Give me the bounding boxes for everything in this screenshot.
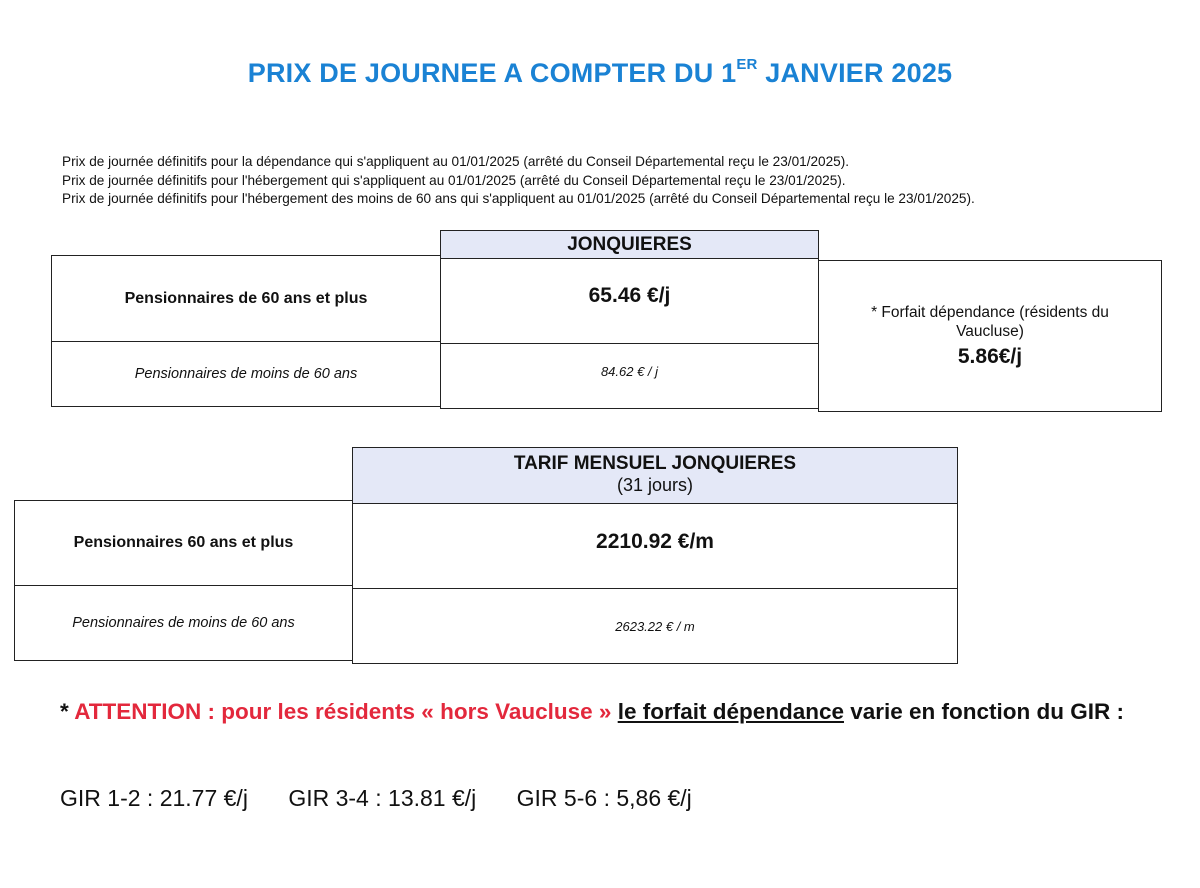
gir-rate: GIR 5-6 : 5,86 €/j — [516, 785, 692, 811]
daily-row-value: 65.46 €/j — [440, 258, 819, 344]
attention-red-text: ATTENTION : pour les résidents « hors Vaucluse » — [74, 699, 612, 724]
daily-row-value: 84.62 € / j — [440, 343, 819, 409]
forfait-dependance-cell — [818, 260, 1162, 412]
attention-note: * ATTENTION : pour les résidents « hors Vaucluse » le forfait dépendance varie en fonction du GIR : — [60, 699, 1125, 724]
page-title: PRIX DE JOURNEE A COMPTER DU 1ER JANVIER 2025 — [247, 56, 953, 88]
forfait-label: * Forfait dépendance (résidents du Vaucluse) — [871, 304, 1109, 340]
monthly-table-header: TARIF MENSUEL JONQUIERES (31 jours) — [352, 447, 958, 504]
attention-underlined-text: le forfait dépendance — [617, 699, 844, 724]
intro-line: Prix de journée définitifs pour la dépendance qui s'appliquent au 01/01/2025 (arrêté du Conseil Départemental reçu le 23/01/2025). — [62, 154, 850, 169]
intro-line: Prix de journée définitifs pour l'hébergement qui s'appliquent au 01/01/2025 (arrêté du Conseil Départemental reçu le 23/01/2025). — [62, 172, 846, 188]
daily-table-header: JONQUIERES — [440, 230, 819, 259]
intro-line: Prix de journée définitifs pour l'hébergement des moins de 60 ans qui s'appliquent au 01/01/2025 (arrêté du Conseil Départemental reçu le 23/01/2025). — [62, 191, 975, 206]
gir-rate: GIR 3-4 : 13.81 €/j — [288, 785, 477, 811]
gir-rate: GIR 1-2 : 21.77 €/j — [60, 785, 248, 811]
gir-rates — [60, 785, 726, 812]
monthly-row-label: Pensionnaires de moins de 60 ans — [14, 585, 353, 661]
monthly-row-label: Pensionnaires 60 ans et plus — [14, 500, 353, 586]
monthly-row-value: 2623.22 € / m — [352, 588, 958, 664]
daily-row-label: Pensionnaires de moins de 60 ans — [51, 341, 441, 407]
daily-row-label: Pensionnaires de 60 ans et plus — [51, 255, 441, 342]
forfait-value: 5.86€/j — [957, 345, 1023, 368]
intro-text — [62, 153, 975, 209]
monthly-row-value: 2210.92 €/m — [352, 503, 958, 589]
